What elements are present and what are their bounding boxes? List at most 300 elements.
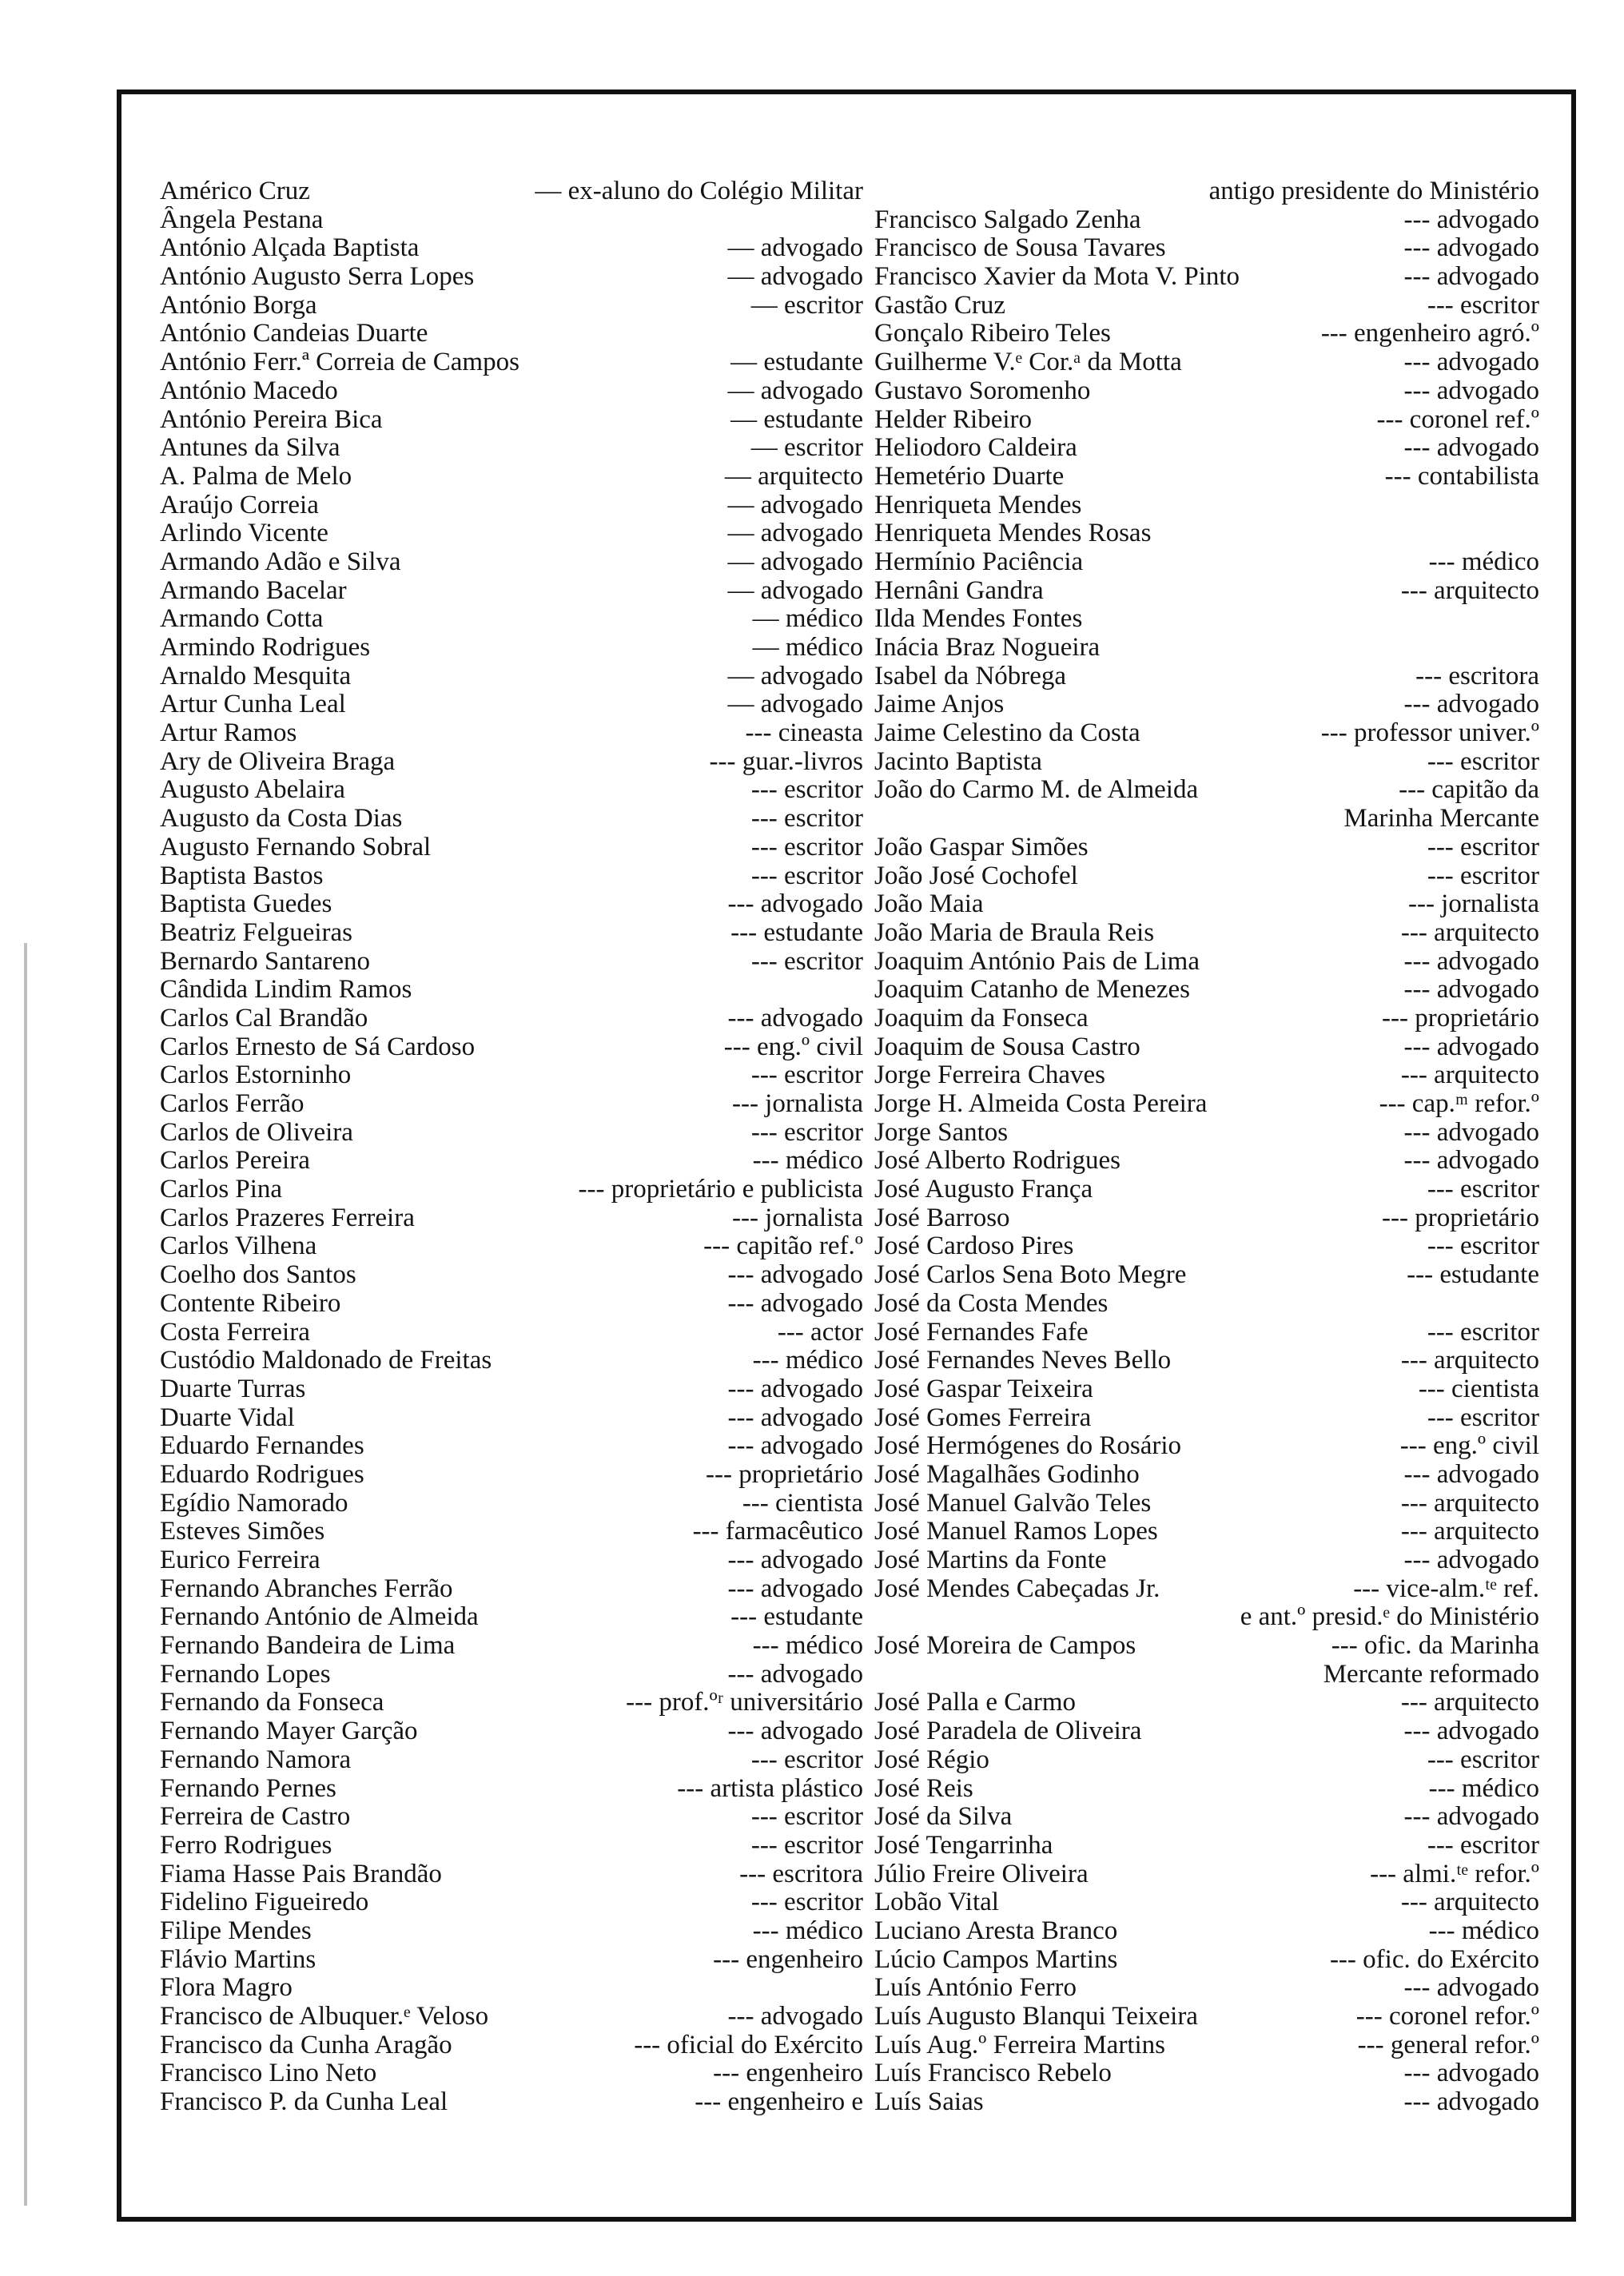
signatory-row xyxy=(160,1061,863,1090)
signatory-name: Francisco Salgado Zenha xyxy=(874,205,1141,234)
signatory-name: Arnaldo Mesquita xyxy=(160,662,352,690)
signatory-row xyxy=(874,1090,1539,1119)
signatory-row xyxy=(874,605,1539,634)
signatory-row xyxy=(874,690,1539,719)
signatory-name: José Magalhães Godinho xyxy=(874,1460,1140,1489)
signatory-occupation: --- estudante xyxy=(1407,1261,1539,1290)
signatory-row xyxy=(160,1432,863,1461)
signatory-occupation: --- advogado xyxy=(1403,1803,1539,1832)
signatory-name: Fernando Pernes xyxy=(160,1774,336,1803)
signatory-row xyxy=(160,491,863,520)
signatory-row xyxy=(160,1946,863,1975)
signatory-name: Carlos de Oliveira xyxy=(160,1118,353,1147)
signatory-row xyxy=(160,1033,863,1062)
signatory-occupation: --- cap.ᵐ refor.º xyxy=(1379,1090,1539,1118)
signatory-name: Armando Adão e Silva xyxy=(160,547,401,576)
signatory-occupation: --- estudante xyxy=(730,1603,863,1632)
signatory-name: Joaquim Catanho de Menezes xyxy=(874,976,1190,1005)
signatory-row xyxy=(874,1632,1539,1661)
signatory-occupation: --- advogado xyxy=(1403,690,1539,719)
signatory-name: Francisco Lino Neto xyxy=(160,2059,377,2088)
signatory-occupation: --- médico xyxy=(1428,1774,1539,1803)
signatory-occupation: — advogado xyxy=(727,263,863,292)
signatory-row xyxy=(874,2059,1539,2088)
signatory-name: Luís Saias xyxy=(874,2088,984,2117)
signatory-occupation: --- almi.ᵗᵉ refor.º xyxy=(1370,1860,1539,1888)
signatory-row xyxy=(160,1575,863,1604)
signatory-occupation: --- coronel refor.º xyxy=(1355,2003,1539,2031)
signatory-row xyxy=(160,1119,863,1148)
signatory-occupation: --- advogado xyxy=(1403,1147,1539,1176)
signatory-occupation: --- advogado xyxy=(1403,1717,1539,1746)
signatory-name: Artur Cunha Leal xyxy=(160,690,346,719)
signatory-name: Filipe Mendes xyxy=(160,1916,312,1945)
signatory-row xyxy=(874,1232,1539,1261)
signatory-name: Fiama Hasse Pais Brandão xyxy=(160,1860,442,1888)
signatory-row xyxy=(160,1204,863,1233)
signatory-row xyxy=(874,348,1539,377)
signatory-occupation: --- advogado xyxy=(727,1432,863,1461)
signatory-row xyxy=(874,1917,1539,1946)
signatory-row xyxy=(160,976,863,1005)
signatory-name: Jorge Santos xyxy=(874,1118,1009,1147)
signatory-row xyxy=(160,348,863,377)
signatory-occupation: --- eng.º civil xyxy=(1399,1432,1539,1461)
signatory-name: Francisco de Sousa Tavares xyxy=(874,234,1166,263)
signatory-row xyxy=(160,320,863,348)
signatory-name: Armando Cotta xyxy=(160,605,324,634)
signatory-row xyxy=(160,663,863,691)
signatory-occupation: — advogado xyxy=(727,690,863,719)
signatory-occupation: --- proprietário e publicista xyxy=(578,1176,863,1204)
signatory-row xyxy=(874,548,1539,577)
signatory-occupation: --- advogado xyxy=(1403,263,1539,292)
signatory-name: Eduardo Fernandes xyxy=(160,1432,364,1461)
signatory-occupation: --- escritor xyxy=(750,1061,863,1090)
signatory-occupation: --- jornalista xyxy=(731,1204,863,1232)
signatory-name: Henriqueta Mendes Rosas xyxy=(874,519,1152,548)
signatory-row xyxy=(874,1033,1539,1062)
signatory-occupation: --- advogado xyxy=(1403,947,1539,976)
signatory-row xyxy=(160,1461,863,1490)
signatory-name: António Augusto Serra Lopes xyxy=(160,263,475,292)
signatory-occupation: --- escritor xyxy=(1427,747,1539,776)
signatory-occupation: --- escritor xyxy=(750,1803,863,1832)
signatory-occupation: --- actor xyxy=(777,1318,863,1347)
signatory-row xyxy=(874,434,1539,463)
signatory-row xyxy=(160,634,863,663)
signatory-name: Eduardo Rodrigues xyxy=(160,1460,364,1489)
signatory-occupation: --- médico xyxy=(752,1147,863,1176)
signatory-occupation: --- arquitecto xyxy=(1400,1888,1539,1917)
signatory-occupation: --- prof.ºʳ universitário xyxy=(626,1689,863,1717)
signatory-row xyxy=(874,2003,1539,2031)
signatory-name: Gastão Cruz xyxy=(874,291,1006,320)
entry-continuation-row xyxy=(874,805,1539,834)
signatory-name: Jaime Anjos xyxy=(874,690,1005,719)
signatory-row xyxy=(160,2059,863,2088)
signatory-row xyxy=(874,320,1539,348)
signatory-occupation: --- advogado xyxy=(1403,1974,1539,2003)
signatory-occupation: --- escritor xyxy=(1427,291,1539,320)
signatory-row xyxy=(160,1974,863,2003)
signatory-row xyxy=(160,1803,863,1832)
signatory-occupation: Marinha Mercante xyxy=(1343,805,1539,834)
signatory-name: José Reis xyxy=(874,1774,973,1803)
signatory-name: Armando Bacelar xyxy=(160,576,347,605)
signatory-row xyxy=(874,463,1539,491)
signatory-name: Francisco de Albuquer.ᵉ Veloso xyxy=(160,2003,489,2031)
signatory-occupation: --- professor univer.º xyxy=(1320,719,1539,748)
signatory-occupation: --- engenheiro e xyxy=(695,2088,863,2117)
signatory-occupation: --- oficial do Exército xyxy=(634,2031,863,2059)
signatory-occupation: --- contabilista xyxy=(1384,462,1539,491)
signatory-occupation: --- proprietário xyxy=(706,1460,863,1489)
signatory-row xyxy=(160,1319,863,1347)
signatory-occupation: --- capitão da xyxy=(1399,776,1539,805)
signatory-row xyxy=(874,1888,1539,1917)
signatory-row xyxy=(160,805,863,834)
signatory-row xyxy=(160,1490,863,1518)
signatory-row xyxy=(160,1689,863,1717)
signatory-name: António Alçada Baptista xyxy=(160,234,420,263)
signatory-row xyxy=(160,548,863,577)
signatory-row xyxy=(160,919,863,948)
signatory-row xyxy=(874,1461,1539,1490)
signatory-occupation: --- escritor xyxy=(750,861,863,890)
signatory-name: João Gaspar Simões xyxy=(874,833,1089,861)
signatory-name: Duarte Vidal xyxy=(160,1403,295,1432)
signatory-name: Fernando da Fonseca xyxy=(160,1689,384,1717)
signatory-row xyxy=(160,577,863,606)
signatory-occupation: --- artista plástico xyxy=(677,1774,863,1803)
signatory-row xyxy=(160,862,863,891)
signatory-name: António Pereira Bica xyxy=(160,405,383,434)
signatory-name: José Régio xyxy=(874,1745,989,1774)
signatory-row xyxy=(874,1432,1539,1461)
signatory-row xyxy=(874,834,1539,862)
signatory-row xyxy=(874,234,1539,263)
signatory-name: Hernâni Gandra xyxy=(874,576,1044,605)
signatory-name: José Fernandes Neves Bello xyxy=(874,1347,1172,1375)
signatory-occupation: — escritor xyxy=(750,434,863,463)
signatory-row xyxy=(160,1290,863,1319)
signatory-row xyxy=(160,948,863,977)
signatory-row xyxy=(160,1261,863,1290)
signatory-occupation: --- capitão ref.º xyxy=(703,1232,863,1261)
signatory-row xyxy=(874,292,1539,320)
signatory-occupation: --- cientista xyxy=(1418,1375,1539,1403)
signatory-name: Jorge H. Almeida Costa Pereira xyxy=(874,1090,1208,1118)
signatory-row xyxy=(874,1860,1539,1889)
signatory-occupation: --- arquitecto xyxy=(1400,1061,1539,1090)
signatory-row xyxy=(874,1375,1539,1404)
signatory-occupation: --- engenheiro xyxy=(713,1945,863,1974)
signatory-name: José Paradela de Oliveira xyxy=(874,1717,1142,1746)
signatory-name: José Alberto Rodrigues xyxy=(874,1147,1120,1176)
signatory-row xyxy=(874,519,1539,548)
signatory-occupation: --- médico xyxy=(1428,547,1539,576)
signatory-occupation: --- advogado xyxy=(727,1717,863,1746)
signatory-row xyxy=(160,1090,863,1119)
signatory-name: José da Costa Mendes xyxy=(874,1289,1109,1318)
signatory-occupation: — ex-aluno do Colégio Militar xyxy=(535,177,863,205)
signatory-row xyxy=(160,1632,863,1661)
signatory-occupation: --- engenheiro xyxy=(713,2059,863,2088)
signatory-name: Costa Ferreira xyxy=(160,1318,310,1347)
signatory-name: Baptista Bastos xyxy=(160,861,324,890)
signatory-row xyxy=(874,1404,1539,1433)
signatory-row xyxy=(160,1775,863,1804)
signatory-name: Flora Magro xyxy=(160,1974,293,2003)
signatory-row xyxy=(160,605,863,634)
signatory-occupation: --- escritor xyxy=(1427,1745,1539,1774)
signatory-name: Artur Ramos xyxy=(160,719,297,748)
signatory-name: José da Silva xyxy=(874,1803,1013,1832)
signatory-name: Henriqueta Mendes xyxy=(874,491,1082,519)
signatory-occupation: --- arquitecto xyxy=(1400,918,1539,947)
signatory-occupation: --- advogado xyxy=(1403,1460,1539,1489)
signatory-name: Fidelino Figueiredo xyxy=(160,1888,369,1917)
signatory-occupation: --- advogado xyxy=(1403,376,1539,405)
signatory-row xyxy=(874,1575,1539,1604)
signatory-occupation: --- ofic. da Marinha xyxy=(1331,1632,1539,1661)
signatory-row xyxy=(160,406,863,435)
signatory-name: Hemetério Duarte xyxy=(874,462,1065,491)
signatory-name: Joaquim de Sousa Castro xyxy=(874,1033,1140,1061)
signatory-row xyxy=(160,1661,863,1689)
signatory-name: Duarte Turras xyxy=(160,1375,306,1403)
signatory-row xyxy=(874,263,1539,292)
signatory-row xyxy=(874,1974,1539,2003)
signatory-row xyxy=(160,2031,863,2060)
signatory-occupation: — advogado xyxy=(727,519,863,548)
entry-continuation-row xyxy=(874,1603,1539,1632)
signatory-name: Fernando Lopes xyxy=(160,1660,331,1689)
signatory-occupation: --- escritor xyxy=(1427,1232,1539,1261)
signatory-occupation: --- advogado xyxy=(1403,348,1539,377)
signatory-occupation: --- advogado xyxy=(727,890,863,919)
signatory-occupation: --- advogado xyxy=(1403,976,1539,1005)
signatory-occupation: — advogado xyxy=(727,376,863,405)
signatory-occupation: --- advogado xyxy=(1403,434,1539,463)
signatory-occupation: --- advogado xyxy=(727,1546,863,1574)
signatory-row xyxy=(160,2088,863,2117)
signatory-name: António Macedo xyxy=(160,376,338,405)
signatory-row xyxy=(874,1746,1539,1775)
signatory-occupation: --- advogado xyxy=(727,1574,863,1603)
signatory-occupation: --- arquitecto xyxy=(1400,576,1539,605)
signatory-name: Francisco da Cunha Aragão xyxy=(160,2031,452,2059)
signatory-occupation: — advogado xyxy=(727,547,863,576)
signatory-row xyxy=(874,890,1539,919)
signatory-row xyxy=(160,177,863,206)
signatory-row xyxy=(874,1689,1539,1717)
signatory-occupation: --- advogado xyxy=(727,2003,863,2031)
signatory-occupation: --- escritor xyxy=(750,1831,863,1860)
right-column-list xyxy=(874,177,1539,2117)
signatory-occupation: --- eng.º civil xyxy=(723,1033,863,1061)
signatory-occupation: --- advogado xyxy=(1403,1033,1539,1061)
signatory-row xyxy=(160,1888,863,1917)
signatory-name: Bernardo Santareno xyxy=(160,947,370,976)
signatory-row xyxy=(874,719,1539,748)
signatory-occupation: --- advogado xyxy=(1403,205,1539,234)
signatory-row xyxy=(160,206,863,235)
signatory-occupation: --- médico xyxy=(752,1916,863,1945)
signatory-name: José Manuel Ramos Lopes xyxy=(874,1518,1158,1546)
signatory-name: Augusto Abelaira xyxy=(160,776,345,805)
signatory-occupation: --- escritora xyxy=(1415,662,1539,690)
signatory-name: Gonçalo Ribeiro Teles xyxy=(874,320,1111,348)
signatory-occupation: — estudante xyxy=(730,348,863,377)
signatory-name: Baptista Guedes xyxy=(160,890,332,919)
signatory-row xyxy=(874,1147,1539,1176)
signatory-row xyxy=(160,519,863,548)
signatory-name: José Moreira de Campos xyxy=(874,1632,1136,1661)
signatory-name: Fernando Bandeira de Lima xyxy=(160,1632,456,1661)
signatory-occupation: — escritor xyxy=(750,291,863,320)
signatory-row xyxy=(874,406,1539,435)
signatory-name: Fernando António de Almeida xyxy=(160,1603,479,1632)
signatory-name: Carlos Cal Brandão xyxy=(160,1004,368,1033)
signatory-row xyxy=(160,1147,863,1176)
signatory-name: Armindo Rodrigues xyxy=(160,634,371,662)
signatory-row xyxy=(874,862,1539,891)
signatory-name: Carlos Pina xyxy=(160,1176,283,1204)
signatory-occupation: --- engenheiro agró.º xyxy=(1320,320,1539,348)
signatory-row xyxy=(874,491,1539,520)
signatory-occupation: e ant.º presid.ᵉ do Ministério xyxy=(1240,1603,1539,1632)
signatory-occupation: --- médico xyxy=(752,1632,863,1661)
signatory-occupation: --- arquitecto xyxy=(1400,1689,1539,1717)
signatory-row xyxy=(874,577,1539,606)
signatory-row xyxy=(874,1290,1539,1319)
entry-continuation-row xyxy=(874,177,1539,206)
signatory-occupation: Mercante reformado xyxy=(1323,1660,1539,1689)
signatory-name: Augusto da Costa Dias xyxy=(160,805,403,834)
signatory-name: Fernando Mayer Garção xyxy=(160,1717,418,1746)
signatory-occupation: — médico xyxy=(752,605,863,634)
signatory-name: José Gomes Ferreira xyxy=(874,1403,1092,1432)
signatory-row xyxy=(874,1546,1539,1575)
signatory-row xyxy=(874,1176,1539,1204)
signatory-name: José Carlos Sena Boto Megre xyxy=(874,1261,1187,1290)
signatory-occupation: --- advogado xyxy=(1403,1546,1539,1574)
signatory-row xyxy=(160,1746,863,1775)
signatory-row xyxy=(160,234,863,263)
signatory-occupation: --- escritor xyxy=(1427,1831,1539,1860)
signatory-name: Francisco Xavier da Mota V. Pinto xyxy=(874,263,1240,292)
signatory-row xyxy=(874,1347,1539,1375)
signatory-row xyxy=(874,1518,1539,1546)
signatory-row xyxy=(160,890,863,919)
signatory-row xyxy=(874,1775,1539,1804)
signatory-occupation: --- escritor xyxy=(750,1118,863,1147)
signatory-row xyxy=(874,919,1539,948)
signatory-name: João do Carmo M. de Almeida xyxy=(874,776,1199,805)
signatory-name: Flávio Martins xyxy=(160,1945,316,1974)
signatory-name: José Barroso xyxy=(874,1204,1010,1232)
signatory-row xyxy=(874,1005,1539,1033)
signatory-occupation: --- escritor xyxy=(750,947,863,976)
left-column-list xyxy=(160,177,863,2117)
signatory-occupation: — advogado xyxy=(727,491,863,519)
signatory-name: António Borga xyxy=(160,291,317,320)
signatory-name: Joaquim da Fonseca xyxy=(874,1004,1089,1033)
signatory-name: Luís Augusto Blanqui Teixeira xyxy=(874,2003,1198,2031)
signatory-occupation: --- escritora xyxy=(739,1860,863,1888)
signatory-row xyxy=(160,1860,863,1889)
signatory-name: Carlos Pereira xyxy=(160,1147,310,1176)
signatory-occupation: --- advogado xyxy=(1403,2059,1539,2088)
signatory-name: José Mendes Cabeçadas Jr. xyxy=(874,1574,1160,1603)
signatory-row xyxy=(874,1119,1539,1148)
signatory-row xyxy=(160,1832,863,1860)
signatory-name: Coelho dos Santos xyxy=(160,1261,356,1290)
signatory-name: Fernando Namora xyxy=(160,1745,352,1774)
signatory-name: Luís Francisco Rebelo xyxy=(874,2059,1112,2088)
signatory-name: José Tengarrinha xyxy=(874,1831,1053,1860)
signatory-row xyxy=(874,948,1539,977)
signatory-name: José Manuel Galvão Teles xyxy=(874,1489,1152,1518)
signatory-name: António Candeias Duarte xyxy=(160,320,428,348)
signatory-name: Heliodoro Caldeira xyxy=(874,434,1077,463)
signatory-name: Arlindo Vicente xyxy=(160,519,328,548)
signatory-name: Carlos Estorninho xyxy=(160,1061,352,1090)
signatory-name: Helder Ribeiro xyxy=(874,405,1033,434)
signatory-name: Carlos Prazeres Ferreira xyxy=(160,1204,415,1232)
signatory-occupation: --- jornalista xyxy=(731,1090,863,1118)
signatory-row xyxy=(874,206,1539,235)
signatory-row xyxy=(160,1546,863,1575)
signatory-row xyxy=(160,776,863,805)
signatory-name: Ângela Pestana xyxy=(160,205,324,234)
signatory-name: Ilda Mendes Fontes xyxy=(874,605,1083,634)
signatory-row xyxy=(160,1603,863,1632)
signatory-name: Hermínio Paciência xyxy=(874,547,1084,576)
signatory-occupation: --- guar.-livros xyxy=(709,747,863,776)
signatory-occupation: --- advogado xyxy=(1403,234,1539,263)
signatory-name: Beatriz Felgueiras xyxy=(160,918,352,947)
signatory-occupation: antigo presidente do Ministério xyxy=(1208,177,1539,205)
signatory-name: Guilherme V.ᵉ Cor.ᵃ da Motta xyxy=(874,348,1182,377)
signatory-occupation: --- escritor xyxy=(750,776,863,805)
signatory-name: José Gaspar Teixeira xyxy=(874,1375,1093,1403)
signatory-occupation: --- escritor xyxy=(1427,1176,1539,1204)
signatory-row xyxy=(160,463,863,491)
signatory-row xyxy=(160,263,863,292)
signatory-name: João Maria de Braula Reis xyxy=(874,918,1155,947)
signatory-name: Inácia Braz Nogueira xyxy=(874,634,1101,662)
signatory-row xyxy=(874,1319,1539,1347)
signatory-row xyxy=(160,434,863,463)
signatory-occupation: — arquitecto xyxy=(724,462,863,491)
signatory-row xyxy=(160,1917,863,1946)
signatory-row xyxy=(160,1375,863,1404)
signatory-occupation: --- médico xyxy=(752,1347,863,1375)
signatory-occupation: --- escritor xyxy=(1427,861,1539,890)
signatory-row xyxy=(874,1261,1539,1290)
signatory-row xyxy=(160,1404,863,1433)
signatory-occupation: — advogado xyxy=(727,576,863,605)
signatory-occupation: --- vice-alm.ᵗᵉ ref. xyxy=(1353,1574,1539,1603)
signatory-row xyxy=(160,1176,863,1204)
signatory-occupation: --- arquitecto xyxy=(1400,1489,1539,1518)
signatory-row xyxy=(874,1803,1539,1832)
signatory-name: João José Cochofel xyxy=(874,861,1078,890)
signatory-name: Joaquim António Pais de Lima xyxy=(874,947,1200,976)
